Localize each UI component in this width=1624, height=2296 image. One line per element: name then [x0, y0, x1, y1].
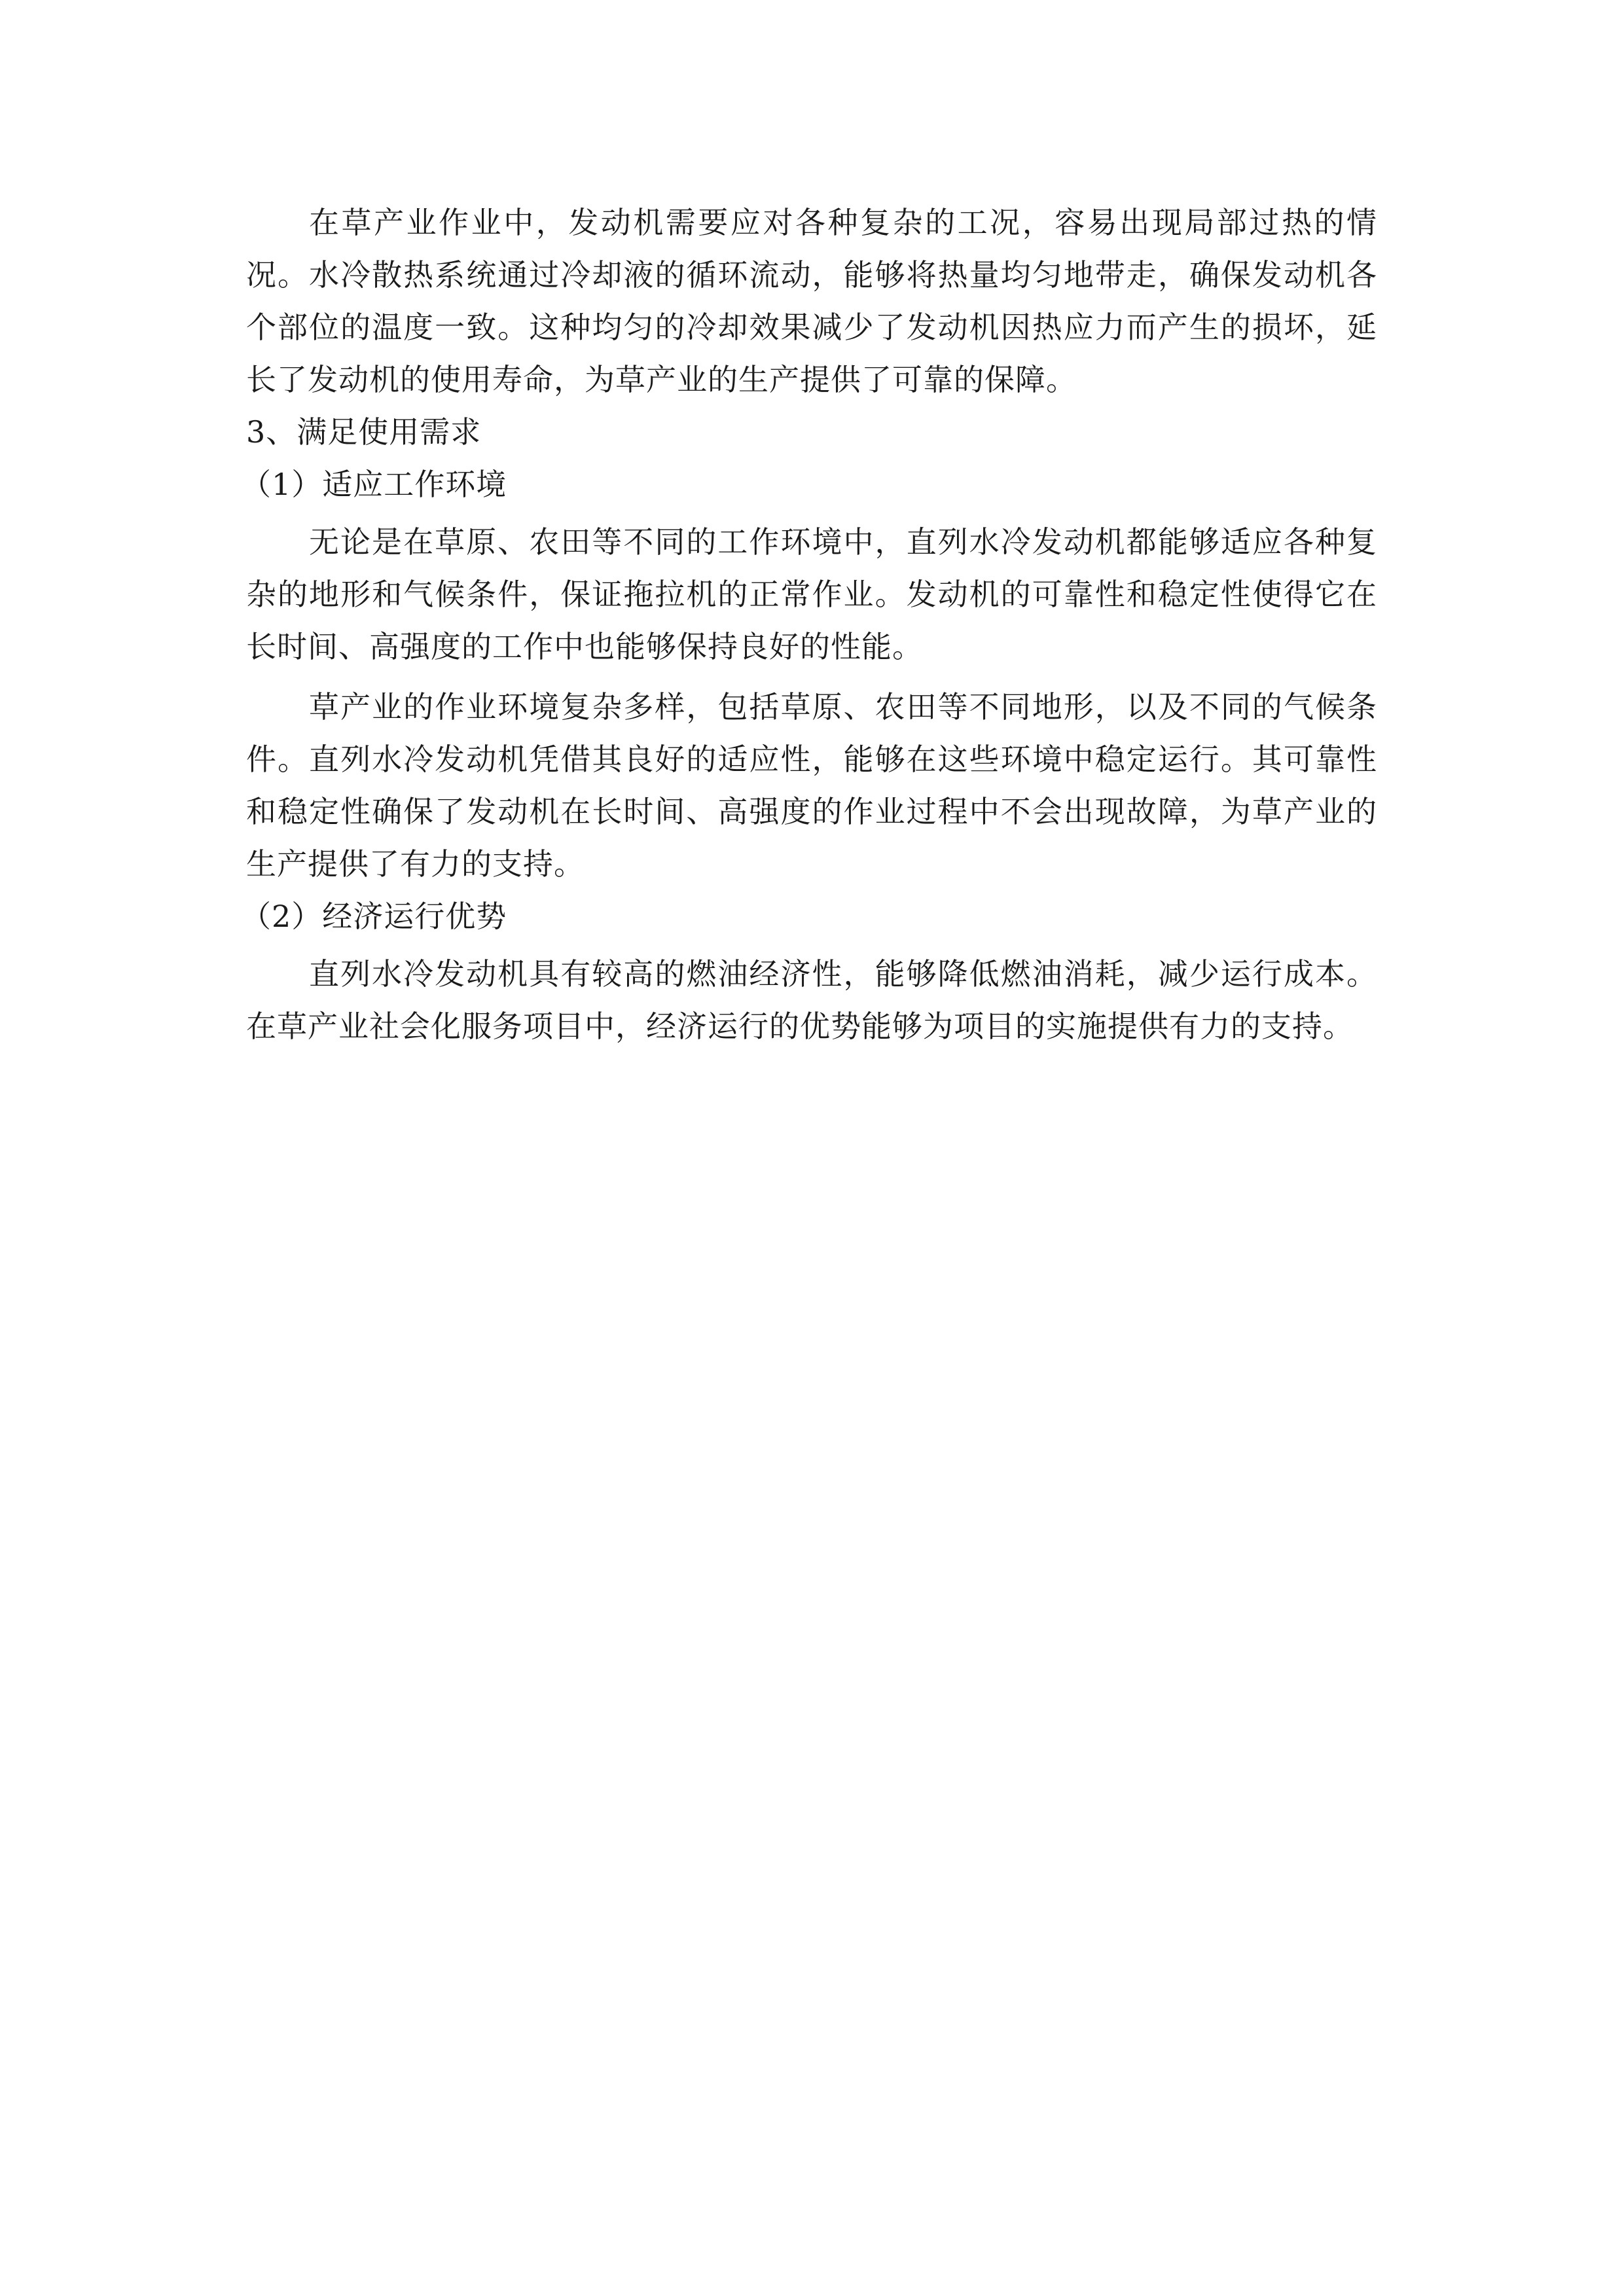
subsection-heading: （1）适应工作环境 [241, 467, 507, 502]
document-page [241, 196, 1377, 1052]
section-heading: 3、满足使用需求 [246, 414, 482, 450]
body-paragraph: 在草产业作业中，发动机需要应对各种复杂的工况，容易出现局部过热的情况。水冷散热系统通过冷却液的循环流动，能够将热量均匀地带走，确保发动机各个部位的温度一致。这种均匀的冷却效果减少了发动机因热应力而产生的损坏，延长了发动机的使用寿命，为草产业的生产提供了可靠的保障。 [246, 205, 1377, 397]
body-paragraph: 草产业的作业环境复杂多样，包括草原、农田等不同地形，以及不同的气候条件。直列水冷发动机凭借其良好的适应性，能够在这些环境中稳定运行。其可靠性和稳定性确保了发动机在长时间、高强度的作业过程中不会出现故障，为草产业的生产提供了有力的支持。 [246, 689, 1377, 882]
body-paragraph: 无论是在草原、农田等不同的工作环境中，直列水冷发动机都能够适应各种复杂的地形和气候条件，保证拖拉机的正常作业。发动机的可靠性和稳定性使得它在长时间、高强度的工作中也能够保持良好的性能。 [246, 524, 1377, 664]
subsection-heading: （2）经济运行优势 [241, 899, 507, 934]
body-paragraph: 直列水冷发动机具有较高的燃油经济性，能够降低燃油消耗，减少运行成本。在草产业社会化服务项目中，经济运行的优势能够为项目的实施提供有力的支持。 [246, 956, 1377, 1044]
